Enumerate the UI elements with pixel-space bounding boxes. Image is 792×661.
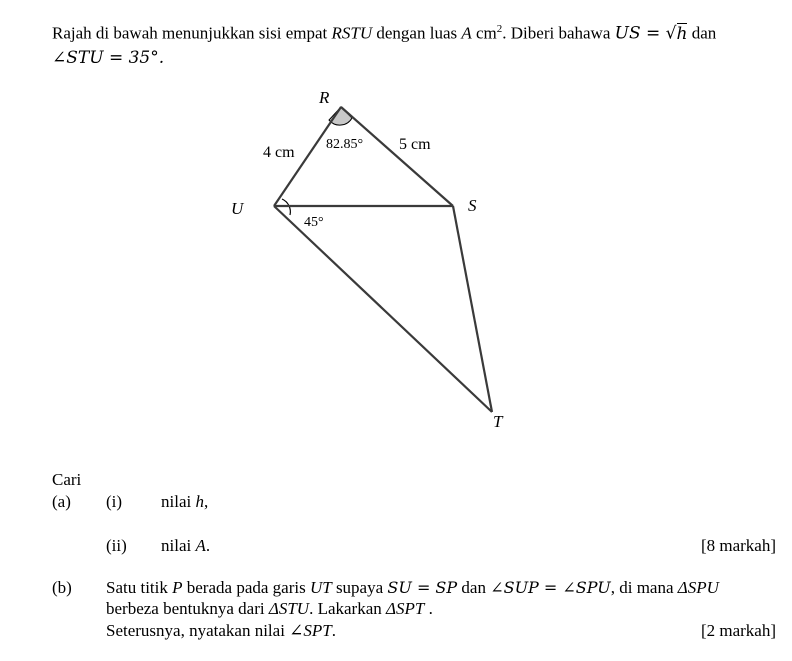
intro-us-lhs: US <box>614 23 641 44</box>
vertex-r: R <box>319 88 330 107</box>
a-i-end: , <box>203 492 209 511</box>
part-b-line-1 <box>106 578 786 598</box>
b1-t5: , di mana <box>610 578 678 597</box>
b1-t3: supaya <box>331 578 388 597</box>
label-angle-u: 45° <box>304 215 324 230</box>
sqrt-icon: √ <box>665 23 677 44</box>
label-ur-length: 4 cm <box>263 144 295 161</box>
intro-area-var: A <box>461 23 472 43</box>
b3-t2: . <box>331 621 337 640</box>
a-i-text: nilai <box>161 492 196 511</box>
intro-shape: RSTU <box>331 23 373 43</box>
angle-r-arc <box>329 107 352 125</box>
intro-us-eq: = <box>640 23 666 44</box>
a-ii-text: nilai <box>161 536 196 555</box>
b2-t3: . <box>424 599 433 618</box>
part-b-line-3 <box>106 621 336 641</box>
part-b-marks: [2 markah] <box>700 621 776 640</box>
b2-t2: . Lakarkan <box>309 599 386 618</box>
a-i-var: h <box>195 492 204 511</box>
intro-line-2: ∠STU = 35°. <box>52 48 165 68</box>
intro-area-exp: 2 <box>496 23 503 35</box>
vertex-s: S <box>468 196 477 215</box>
b2-t1: berbeza bentuknya dari <box>106 599 269 618</box>
intro-text-4: dan <box>687 23 717 43</box>
part-b-line-2 <box>106 599 433 619</box>
b1-t1: Satu titik <box>106 578 173 597</box>
b2-tri1: ΔSTU <box>268 599 310 618</box>
label-rs-length: 5 cm <box>399 136 431 153</box>
edge-rs <box>341 107 453 206</box>
intro-text-3: . Diberi bahawa <box>502 23 615 43</box>
intro-text-1: Rajah di bawah menunjukkan sisi empat <box>52 23 332 43</box>
part-a-marks: [8 markah] <box>700 536 776 555</box>
vertex-u: U <box>231 199 244 218</box>
a-ii-end: . <box>205 536 211 555</box>
part-a-i-text <box>161 492 208 512</box>
part-a-ii-label: (ii) <box>106 536 127 555</box>
cari-label: Cari <box>52 470 82 489</box>
b1-p: P <box>172 578 183 597</box>
intro-sqrt-var: h <box>676 23 688 44</box>
intro-text-2: dengan luas <box>372 23 462 43</box>
a-ii-var: A <box>195 536 206 555</box>
part-a-i-label: (i) <box>106 492 123 511</box>
b3-ang: ∠SPT <box>289 621 332 640</box>
b1-tri: ΔSPU <box>677 578 719 597</box>
label-angle-r: 82.85° <box>326 137 364 152</box>
intro-area-unit: cm <box>471 23 497 43</box>
b1-t4: dan <box>457 578 491 597</box>
b1-ut: UT <box>309 578 332 597</box>
b3-t1: Seterusnya, nyatakan nilai <box>106 621 290 640</box>
vertex-t: T <box>493 412 503 431</box>
part-a-label: (a) <box>52 492 71 511</box>
part-a-ii-text <box>161 536 210 556</box>
part-b-label: (b) <box>52 578 72 597</box>
b1-eq1: SU = SP <box>387 578 458 597</box>
b2-tri2: ΔSPT <box>386 599 425 618</box>
b1-t2: berada pada garis <box>182 578 310 597</box>
b1-eq2: ∠SUP = ∠SPU <box>490 578 611 597</box>
